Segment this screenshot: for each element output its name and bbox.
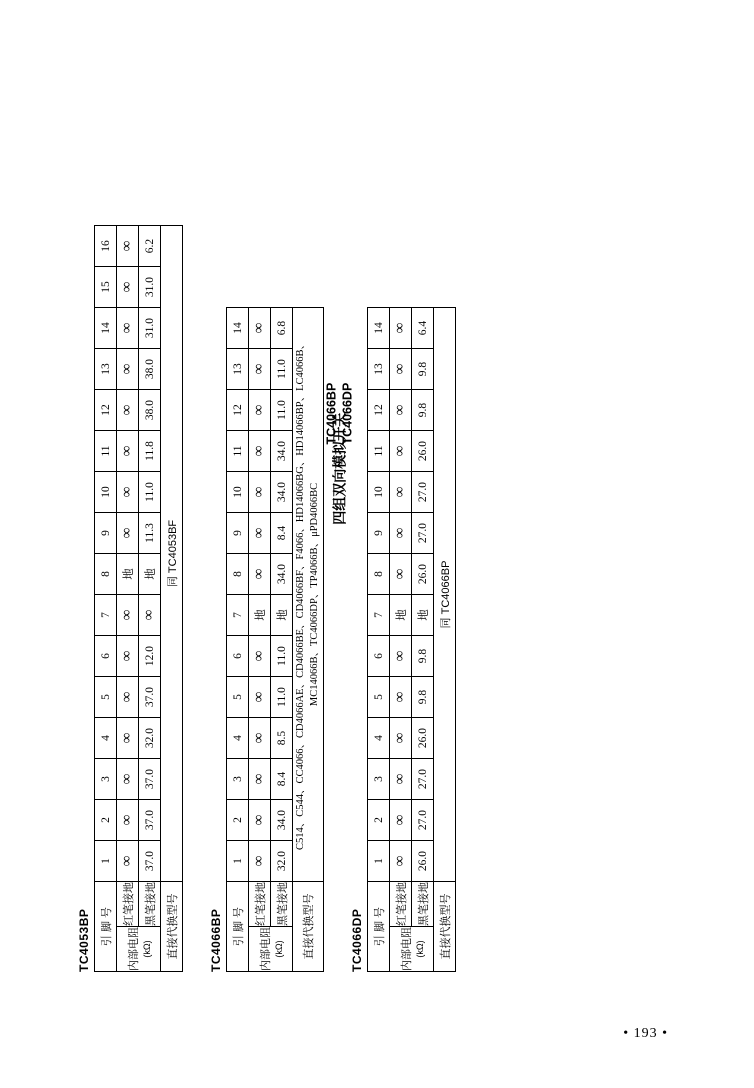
- pin-number: 6: [368, 636, 390, 677]
- heading-line-2: TC4066DP: [340, 382, 354, 445]
- pin-number: 9: [227, 513, 249, 554]
- block-title: TC4066DP: [350, 908, 365, 973]
- cell-value: ∞: [390, 513, 412, 554]
- cell-value: ∞: [390, 677, 412, 718]
- table-row: [434, 308, 456, 972]
- rotated-content: [77, 72, 677, 972]
- cell-value: ∞: [139, 595, 161, 636]
- pin-number: 3: [368, 759, 390, 800]
- pin-number: 10: [227, 472, 249, 513]
- black-probe-label: 黑笔接地: [139, 882, 161, 927]
- block-title: TC4053BP: [77, 908, 91, 973]
- block-title: TC4066BP: [209, 908, 223, 973]
- cell-value: 31.0: [139, 308, 161, 349]
- pin-number: 8: [95, 554, 117, 595]
- cell-value: ∞: [117, 390, 139, 431]
- pin-table-tc4053bp: [94, 225, 183, 972]
- cell-value: 27.0: [412, 472, 434, 513]
- replacement-line: MC14066B、TC4066DP、TP4066B、μPD4066BC: [309, 483, 321, 707]
- cell-value: 11.0: [271, 349, 293, 390]
- cell-value: ∞: [249, 349, 271, 390]
- cell-value: ∞: [249, 308, 271, 349]
- pin-number: 15: [95, 267, 117, 308]
- cell-value: 27.0: [412, 513, 434, 554]
- pin-number: 14: [227, 308, 249, 349]
- cell-value: 27.0: [412, 800, 434, 841]
- cell-value: ∞: [249, 800, 271, 841]
- cell-value: ∞: [390, 390, 412, 431]
- cell-value: ∞: [117, 677, 139, 718]
- cell-value: 26.0: [412, 718, 434, 759]
- cell-value: ∞: [249, 718, 271, 759]
- cell-value: 地: [117, 554, 139, 595]
- cell-value: 9.8: [412, 390, 434, 431]
- table-row: [161, 226, 183, 972]
- page-number: • 193 •: [623, 1026, 668, 1041]
- cell-value: 11.3: [139, 513, 161, 554]
- pin-number: 5: [95, 677, 117, 718]
- block-tc4066dp: [350, 72, 456, 972]
- pin-number: 2: [368, 800, 390, 841]
- block-tc4053bp: [77, 72, 183, 972]
- pin-header-label: 引 脚 号: [227, 882, 249, 972]
- pin-number: 10: [95, 472, 117, 513]
- pin-number: 8: [227, 554, 249, 595]
- pin-number: 8: [368, 554, 390, 595]
- internal-resistance-label: 内部电阻 (kΩ): [390, 927, 434, 972]
- pin-number: 13: [227, 349, 249, 390]
- cell-value: ∞: [117, 226, 139, 267]
- pin-number: 11: [227, 431, 249, 472]
- cell-value: 9.8: [412, 636, 434, 677]
- cell-value: ∞: [249, 472, 271, 513]
- heading-line-1: TC4066BP: [324, 382, 339, 445]
- cell-value: 地: [139, 554, 161, 595]
- replacement-value: 同 TC4066BP: [434, 308, 456, 882]
- red-probe-label: 红笔接地: [249, 882, 271, 927]
- red-probe-label: 红笔接地: [390, 882, 412, 927]
- pin-number: 13: [368, 349, 390, 390]
- cell-value: 6.4: [412, 308, 434, 349]
- cell-value: 6.2: [139, 226, 161, 267]
- cell-value: 11.0: [271, 636, 293, 677]
- cell-value: 地: [249, 595, 271, 636]
- pin-table-tc4066bp: [226, 307, 324, 972]
- cell-value: ∞: [390, 800, 412, 841]
- cell-value: ∞: [390, 841, 412, 882]
- cell-value: ∞: [249, 513, 271, 554]
- pin-number: 16: [95, 226, 117, 267]
- cell-value: 34.0: [271, 554, 293, 595]
- replacement-label: 直接代换型号: [161, 882, 183, 972]
- cell-value: 地: [390, 595, 412, 636]
- cell-value: 地: [412, 595, 434, 636]
- cell-value: ∞: [249, 431, 271, 472]
- pin-number: 7: [368, 595, 390, 636]
- cell-value: ∞: [390, 308, 412, 349]
- cell-value: 26.0: [412, 554, 434, 595]
- cell-value: ∞: [390, 718, 412, 759]
- cell-value: 11.8: [139, 431, 161, 472]
- cell-value: ∞: [117, 472, 139, 513]
- cell-value: ∞: [390, 472, 412, 513]
- cell-value: ∞: [249, 677, 271, 718]
- pin-table-tc4066dp: [367, 307, 456, 972]
- replacement-label: 直接代换型号: [434, 882, 456, 972]
- cell-value: 26.0: [412, 841, 434, 882]
- pin-number: 11: [368, 431, 390, 472]
- pin-number: 7: [227, 595, 249, 636]
- table-row: [368, 308, 390, 972]
- pin-number: 13: [95, 349, 117, 390]
- pin-number: 9: [95, 513, 117, 554]
- pin-number: 1: [227, 841, 249, 882]
- pin-number: 6: [95, 636, 117, 677]
- cell-value: 38.0: [139, 390, 161, 431]
- cell-value: 9.8: [412, 349, 434, 390]
- replacement-label: 直接代换型号: [293, 882, 324, 972]
- cell-value: ∞: [390, 431, 412, 472]
- pin-number: 11: [95, 431, 117, 472]
- cell-value: 地: [271, 595, 293, 636]
- cell-value: ∞: [117, 841, 139, 882]
- cell-value: 27.0: [412, 759, 434, 800]
- pin-number: 4: [95, 718, 117, 759]
- table-row: [95, 226, 117, 972]
- cell-value: ∞: [117, 636, 139, 677]
- pin-number: 2: [227, 800, 249, 841]
- table-stack: [77, 72, 456, 972]
- cell-value: 38.0: [139, 349, 161, 390]
- pin-number: 1: [368, 841, 390, 882]
- red-probe-label: 红笔接地: [117, 882, 139, 927]
- cell-value: ∞: [117, 513, 139, 554]
- cell-value: 31.0: [139, 267, 161, 308]
- cell-value: 11.0: [139, 472, 161, 513]
- pin-header-label: 引 脚 号: [368, 882, 390, 972]
- cell-value: 8.5: [271, 718, 293, 759]
- pin-number: 3: [227, 759, 249, 800]
- cell-value: 37.0: [139, 759, 161, 800]
- table-row: [227, 308, 249, 972]
- cell-value: ∞: [390, 636, 412, 677]
- cell-value: ∞: [249, 390, 271, 431]
- cell-value: 34.0: [271, 800, 293, 841]
- pin-number: 5: [368, 677, 390, 718]
- cell-value: ∞: [249, 636, 271, 677]
- cell-value: ∞: [249, 554, 271, 595]
- pin-number: 12: [368, 390, 390, 431]
- cell-value: ∞: [117, 800, 139, 841]
- pin-number: 2: [95, 800, 117, 841]
- section-heading-cn: 四组双向模拟开关: [331, 412, 348, 525]
- cell-value: 34.0: [271, 431, 293, 472]
- pin-number: 6: [227, 636, 249, 677]
- cell-value: 37.0: [139, 677, 161, 718]
- pin-number: 14: [95, 308, 117, 349]
- pin-number: 5: [227, 677, 249, 718]
- cell-value: ∞: [117, 349, 139, 390]
- cell-value: ∞: [117, 718, 139, 759]
- cell-value: ∞: [390, 554, 412, 595]
- black-probe-label: 黑笔接地: [412, 882, 434, 927]
- cell-value: 8.4: [271, 513, 293, 554]
- cell-value: ∞: [117, 267, 139, 308]
- cell-value: 37.0: [139, 841, 161, 882]
- table-row: [139, 226, 161, 972]
- table-row: [412, 308, 434, 972]
- block-tc4066bp: [209, 72, 324, 972]
- cell-value: 37.0: [139, 800, 161, 841]
- pin-number: 12: [227, 390, 249, 431]
- cell-value: 9.8: [412, 677, 434, 718]
- table-row: [271, 308, 293, 972]
- table-row: [390, 308, 412, 972]
- pin-number: 10: [368, 472, 390, 513]
- pin-number: 4: [368, 718, 390, 759]
- pin-number: 4: [227, 718, 249, 759]
- table-row: [293, 308, 324, 972]
- pin-number: 7: [95, 595, 117, 636]
- cell-value: 11.0: [271, 677, 293, 718]
- cell-value: ∞: [249, 759, 271, 800]
- cell-value: 34.0: [271, 472, 293, 513]
- cell-value: ∞: [117, 431, 139, 472]
- cell-value: ∞: [390, 349, 412, 390]
- table-row: [249, 308, 271, 972]
- table-row: [117, 226, 139, 972]
- cell-value: 11.0: [271, 390, 293, 431]
- cell-value: ∞: [249, 841, 271, 882]
- internal-resistance-label: 内部电阻 (kΩ): [249, 927, 293, 972]
- cell-value: ∞: [117, 595, 139, 636]
- cell-value: 32.0: [271, 841, 293, 882]
- cell-value: 32.0: [139, 718, 161, 759]
- pin-number: 12: [95, 390, 117, 431]
- replacement-value: [293, 308, 324, 882]
- cell-value: ∞: [117, 759, 139, 800]
- cell-value: 26.0: [412, 431, 434, 472]
- cell-value: 8.4: [271, 759, 293, 800]
- pin-number: 1: [95, 841, 117, 882]
- replacement-value: 同 TC4053BF: [161, 226, 183, 882]
- cell-value: 12.0: [139, 636, 161, 677]
- internal-resistance-label: 内部电阻 (kΩ): [117, 927, 161, 972]
- pin-number: 9: [368, 513, 390, 554]
- black-probe-label: 黑笔接地: [271, 882, 293, 927]
- cell-value: ∞: [390, 759, 412, 800]
- pin-number: 14: [368, 308, 390, 349]
- cell-value: ∞: [117, 308, 139, 349]
- pin-number: 3: [95, 759, 117, 800]
- pin-header-label: 引 脚 号: [95, 882, 117, 972]
- cell-value: 6.8: [271, 308, 293, 349]
- replacement-line: C514、C544、CC4066、CD4066AE、CD4066BE、CD4066BF、F4066、HD14066BG、HD14066BP、LC4066B、: [295, 339, 306, 851]
